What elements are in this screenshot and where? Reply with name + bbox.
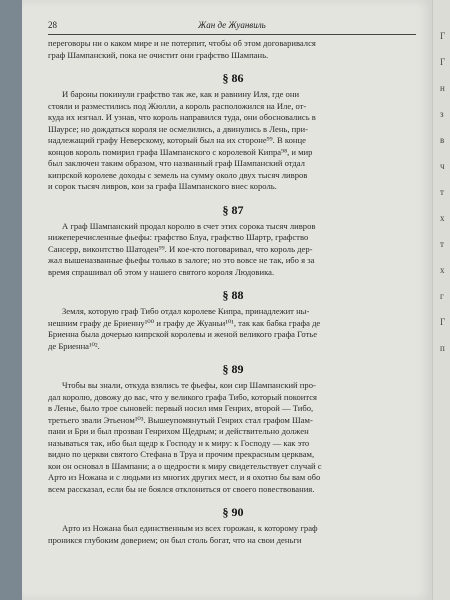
section-heading: § 86: [222, 71, 244, 85]
page-number: 28: [48, 20, 57, 30]
facing-page-letters: [440, 30, 450, 368]
section-heading: § 89: [222, 362, 244, 376]
section-paragraph: [48, 89, 418, 193]
page-body: [48, 38, 418, 546]
edge-letter: ч: [440, 161, 445, 171]
section-heading: § 88: [222, 288, 244, 302]
text-line: концов король помирил графа Шампанского с королевой Кипра⁹⁸, и мир: [48, 146, 313, 157]
text-line: куда их изгнал. И узнав, что король направился туда, они обосновались в: [48, 112, 316, 122]
text-line: де Бриенна¹⁰².: [48, 340, 100, 351]
text-line: Земля, которую граф Тибо отдал королеве Кипра, принадлежит ны-: [62, 306, 310, 316]
text-line: видно по церкви святого Стефана в Труа и прочим прекрасным церквам,: [48, 449, 315, 459]
edge-letter: п: [440, 343, 445, 353]
edge-letter: Г: [440, 31, 446, 41]
text-line: называться так, ибо был щедр к Господу и к миру: к Господу — как это: [48, 437, 310, 448]
section-heading: § 90: [222, 505, 244, 519]
text-line: нижеперечисленные фьефы: графство Блуа, графство Шартр, графство: [48, 232, 309, 242]
text-line: Бриенна была дочерью кипрской королевы и женой великого графа Готье: [48, 329, 318, 339]
text-line: кипрской королеве доходы с земель на сумму около двух тысяч ливров: [48, 169, 308, 180]
section-paragraph: [48, 221, 418, 279]
edge-letter: Г: [440, 57, 446, 67]
text-line: Арто из Ножана был единственным из всех горожан, к которому граф: [62, 523, 318, 533]
text-line: И бароны покинули графство так же, как и равнину Иля, где они: [62, 89, 300, 99]
text-line: нешним графу де Бриенну¹⁰⁰ и графу де Жуаньи¹⁰¹, так как бабка графа де: [48, 317, 321, 328]
text-line: граф Шампанский, пока не очистит они графство Шампань.: [48, 49, 269, 60]
edge-letter: в: [440, 135, 445, 145]
text-line: дал королю, довожу до вас, что у великого графа Тибо, который покоится: [48, 391, 318, 402]
edge-letter: г: [440, 291, 444, 301]
text-line: надлежащий графу Неверскому, который был на их стороне⁹⁹. В конце: [48, 135, 306, 145]
section: [48, 202, 418, 279]
section: [48, 287, 418, 352]
text-line: проникся глубоким доверием; он был столь богат, что на свои деньги: [48, 534, 302, 545]
text-line: Шаурсе; но дождаться короля не осмелились, а двинулись в Лень, при-: [48, 123, 308, 134]
edge-letter: з: [440, 109, 444, 119]
running-title: Жан де Жуанвиль: [198, 20, 266, 30]
edge-letter: Г: [440, 317, 446, 327]
text-line: всем рассказал, если бы не боялся отклониться от своего повествования.: [48, 483, 315, 494]
section-paragraph: [48, 380, 418, 495]
edge-letter: х: [440, 213, 445, 223]
text-line: кои он основал в Шампани; а о щедрости к миру свидетельствует случай с: [48, 460, 322, 471]
section: [48, 504, 418, 546]
section: [48, 70, 418, 193]
text-line: в Ленье, было трое сыновей: первый носил имя Генрих, второй — Тибо,: [48, 403, 314, 413]
text-line: стояли и разместились под Жюлли, а король расположился на Иле, от-: [48, 100, 307, 111]
text-line: третьего звали Этьеном¹⁰³. Вышеупомянутый Генрих стал графом Шам-: [48, 414, 313, 425]
section: [48, 361, 418, 495]
text-line: Арто из Ножана и с людьми из многих других мест, и я охотно бы вам обо: [48, 472, 321, 482]
header-rule: [48, 34, 416, 35]
text-line: жал вышеназванные фьефы только в залоге; но это вовсе не так, ибо я за: [48, 255, 315, 265]
text-line: был заключен таким образом, что названный граф Шампанский отдал: [48, 158, 305, 168]
text-line: и сорок тысяч ливров, кои за графа Шампанского внес король.: [48, 181, 277, 191]
text-line: время спрашивал об этом у нашего святого короля Людовика.: [48, 266, 275, 277]
intro-paragraph: [48, 38, 418, 61]
edge-letter: х: [440, 265, 445, 275]
page-header: [48, 20, 418, 36]
text-line: пани и Бри и был прозван Генрихом Щедрым; и действительно должен: [48, 426, 309, 436]
text-line: Сансерр, виконтство Шатоден⁹⁹. И кое-кто поговаривал, что король дер-: [48, 243, 313, 254]
edge-letter: н: [440, 83, 445, 93]
edge-letter: т: [440, 239, 444, 249]
text-line: Чтобы вы знали, откуда взялись те фьефы, кои сир Шампанский про-: [62, 380, 316, 390]
text-line: переговоры ни о каком мире и не потерпит, чтобы об этом договаривался: [48, 38, 316, 48]
section-paragraph: [48, 306, 418, 352]
section-paragraph: [48, 523, 418, 546]
text-line: А граф Шампанский продал королю в счет этих сорока тысяч ливров: [62, 220, 316, 231]
section-heading: § 87: [222, 202, 244, 217]
edge-letter: т: [440, 187, 444, 197]
